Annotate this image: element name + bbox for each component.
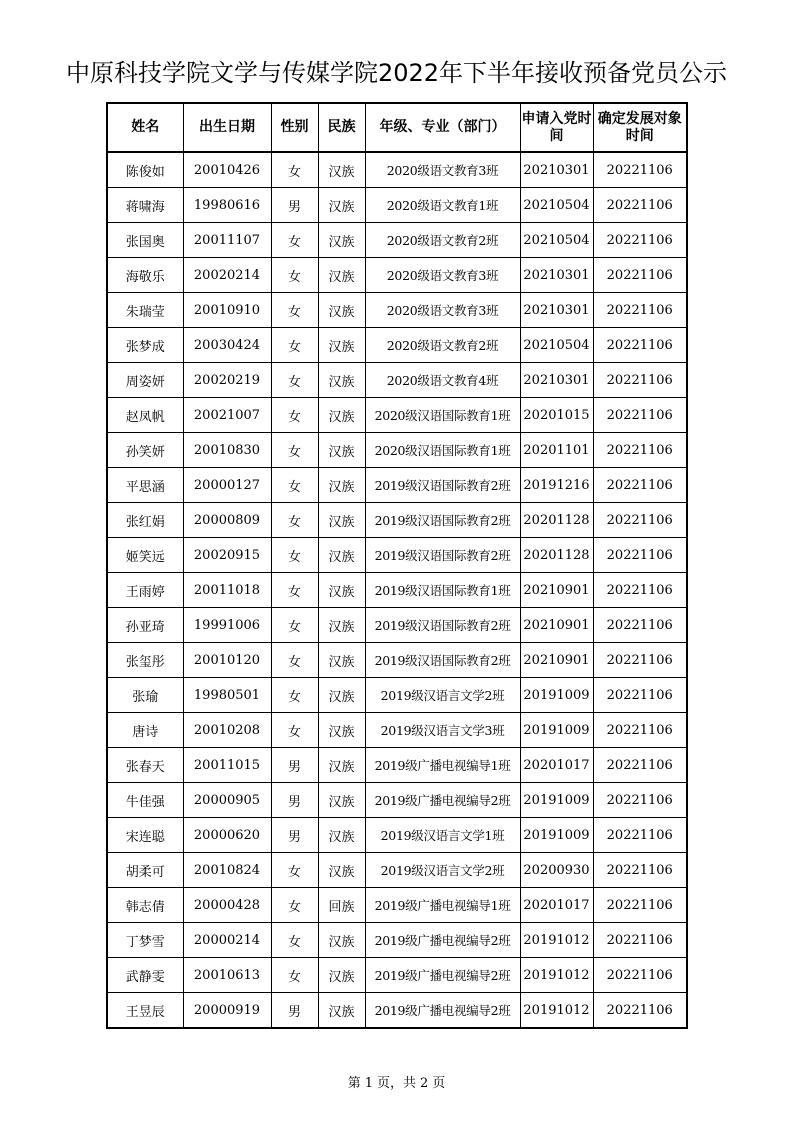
cell-class: 2019级广播电视编导1班 <box>365 888 520 923</box>
table-row <box>107 503 687 538</box>
cell-name: 武静雯 <box>107 958 183 993</box>
cell-apply-date: 20201017 <box>520 748 593 783</box>
cell-ethnicity: 汉族 <box>318 853 365 888</box>
cell-confirm-date: 20221106 <box>593 398 687 433</box>
table-row <box>107 993 687 1029</box>
footer-suffix: 页 <box>432 1076 446 1091</box>
cell-confirm-date: 20221106 <box>593 888 687 923</box>
cell-apply-date: 20210301 <box>520 258 593 293</box>
table-row <box>107 223 687 258</box>
cell-class: 2020级语文教育2班 <box>365 223 520 258</box>
header-class: 年级、专业（部门） <box>365 103 520 152</box>
cell-ethnicity: 汉族 <box>318 503 365 538</box>
cell-name: 张梦成 <box>107 328 183 363</box>
cell-confirm-date: 20221106 <box>593 783 687 818</box>
cell-class: 2019级汉语言文学2班 <box>365 678 520 713</box>
table-row <box>107 748 687 783</box>
cell-birth-date: 20000809 <box>183 503 271 538</box>
cell-gender: 女 <box>271 678 318 713</box>
cell-apply-date: 20191009 <box>520 818 593 853</box>
cell-ethnicity: 回族 <box>318 888 365 923</box>
table-row <box>107 783 687 818</box>
cell-gender: 女 <box>271 538 318 573</box>
cell-confirm-date: 20221106 <box>593 818 687 853</box>
cell-ethnicity: 汉族 <box>318 818 365 853</box>
cell-apply-date: 20201128 <box>520 538 593 573</box>
cell-apply-date: 20191009 <box>520 713 593 748</box>
table-row <box>107 888 687 923</box>
cell-birth-date: 20000919 <box>183 993 271 1029</box>
table-row <box>107 293 687 328</box>
cell-apply-date: 20201015 <box>520 398 593 433</box>
cell-ethnicity: 汉族 <box>318 468 365 503</box>
cell-gender: 女 <box>271 223 318 258</box>
cell-apply-date: 20210504 <box>520 188 593 223</box>
cell-name: 蒋啸海 <box>107 188 183 223</box>
header-ethnicity: 民族 <box>318 103 365 152</box>
table-row <box>107 573 687 608</box>
cell-name: 朱瑞莹 <box>107 293 183 328</box>
cell-class: 2019级汉语言文学1班 <box>365 818 520 853</box>
cell-ethnicity: 汉族 <box>318 958 365 993</box>
table-row <box>107 152 687 188</box>
cell-birth-date: 20011107 <box>183 223 271 258</box>
cell-name: 赵凤帆 <box>107 398 183 433</box>
cell-gender: 男 <box>271 993 318 1029</box>
cell-apply-date: 20201101 <box>520 433 593 468</box>
table-row <box>107 853 687 888</box>
cell-confirm-date: 20221106 <box>593 538 687 573</box>
cell-confirm-date: 20221106 <box>593 152 687 188</box>
cell-birth-date: 20000214 <box>183 923 271 958</box>
cell-name: 孙亚琦 <box>107 608 183 643</box>
cell-ethnicity: 汉族 <box>318 398 365 433</box>
cell-ethnicity: 汉族 <box>318 783 365 818</box>
cell-name: 平思涵 <box>107 468 183 503</box>
cell-gender: 女 <box>271 363 318 398</box>
cell-name: 孙笑妍 <box>107 433 183 468</box>
cell-gender: 女 <box>271 853 318 888</box>
cell-class: 2020级语文教育3班 <box>365 293 520 328</box>
table-row <box>107 678 687 713</box>
header-confirm-date: 确定发展对象时间 <box>593 103 687 152</box>
cell-apply-date: 20210301 <box>520 152 593 188</box>
table-row <box>107 433 687 468</box>
cell-birth-date: 19991006 <box>183 608 271 643</box>
footer-current-page: 1 <box>364 1076 373 1091</box>
cell-name: 海敬乐 <box>107 258 183 293</box>
cell-apply-date: 20201128 <box>520 503 593 538</box>
cell-birth-date: 20000127 <box>183 468 271 503</box>
cell-class: 2019级汉语国际教育2班 <box>365 468 520 503</box>
cell-confirm-date: 20221106 <box>593 293 687 328</box>
header-gender: 性别 <box>271 103 318 152</box>
cell-class: 2020级语文教育1班 <box>365 188 520 223</box>
roster-table <box>106 102 688 1029</box>
cell-confirm-date: 20221106 <box>593 923 687 958</box>
table-row <box>107 258 687 293</box>
cell-ethnicity: 汉族 <box>318 993 365 1029</box>
cell-gender: 女 <box>271 152 318 188</box>
page-title: 中原科技学院文学与传媒学院2022年下半年接收预备党员公示 <box>65 59 728 87</box>
cell-apply-date: 20191216 <box>520 468 593 503</box>
cell-class: 2019级汉语言文学3班 <box>365 713 520 748</box>
header-birth-date: 出生日期 <box>183 103 271 152</box>
cell-birth-date: 20021007 <box>183 398 271 433</box>
cell-ethnicity: 汉族 <box>318 608 365 643</box>
cell-confirm-date: 20221106 <box>593 433 687 468</box>
cell-ethnicity: 汉族 <box>318 258 365 293</box>
cell-confirm-date: 20221106 <box>593 678 687 713</box>
cell-birth-date: 20010910 <box>183 293 271 328</box>
cell-gender: 男 <box>271 818 318 853</box>
table-row <box>107 188 687 223</box>
cell-confirm-date: 20221106 <box>593 363 687 398</box>
cell-class: 2020级汉语国际教育1班 <box>365 398 520 433</box>
cell-confirm-date: 20221106 <box>593 713 687 748</box>
cell-gender: 女 <box>271 293 318 328</box>
cell-birth-date: 20020214 <box>183 258 271 293</box>
table-header-row <box>107 103 687 152</box>
cell-confirm-date: 20221106 <box>593 643 687 678</box>
cell-class: 2019级汉语言文学2班 <box>365 853 520 888</box>
cell-class: 2019级汉语国际教育2班 <box>365 503 520 538</box>
cell-confirm-date: 20221106 <box>593 188 687 223</box>
cell-ethnicity: 汉族 <box>318 433 365 468</box>
table-body <box>107 152 687 1028</box>
cell-name: 周姿妍 <box>107 363 183 398</box>
cell-confirm-date: 20221106 <box>593 328 687 363</box>
cell-apply-date: 20201017 <box>520 888 593 923</box>
cell-gender: 女 <box>271 433 318 468</box>
cell-apply-date: 20191012 <box>520 958 593 993</box>
cell-gender: 女 <box>271 888 318 923</box>
cell-name: 韩志倩 <box>107 888 183 923</box>
cell-name: 唐诗 <box>107 713 183 748</box>
cell-class: 2019级汉语国际教育2班 <box>365 608 520 643</box>
cell-apply-date: 20191012 <box>520 923 593 958</box>
cell-birth-date: 19980501 <box>183 678 271 713</box>
cell-ethnicity: 汉族 <box>318 643 365 678</box>
cell-gender: 女 <box>271 608 318 643</box>
header-apply-date: 申请入党时间 <box>520 103 593 152</box>
cell-ethnicity: 汉族 <box>318 923 365 958</box>
cell-birth-date: 20010120 <box>183 643 271 678</box>
cell-gender: 女 <box>271 328 318 363</box>
cell-confirm-date: 20221106 <box>593 258 687 293</box>
cell-apply-date: 20210504 <box>520 223 593 258</box>
cell-name: 胡柔可 <box>107 853 183 888</box>
cell-birth-date: 20010208 <box>183 713 271 748</box>
cell-class: 2019级广播电视编导2班 <box>365 993 520 1029</box>
cell-birth-date: 20011018 <box>183 573 271 608</box>
cell-apply-date: 20210901 <box>520 608 593 643</box>
cell-confirm-date: 20221106 <box>593 468 687 503</box>
cell-ethnicity: 汉族 <box>318 713 365 748</box>
cell-ethnicity: 汉族 <box>318 223 365 258</box>
cell-apply-date: 20200930 <box>520 853 593 888</box>
table-row <box>107 713 687 748</box>
cell-apply-date: 20210901 <box>520 643 593 678</box>
table-row <box>107 328 687 363</box>
cell-confirm-date: 20221106 <box>593 223 687 258</box>
cell-confirm-date: 20221106 <box>593 853 687 888</box>
cell-class: 2019级广播电视编导2班 <box>365 958 520 993</box>
cell-ethnicity: 汉族 <box>318 293 365 328</box>
cell-apply-date: 20191012 <box>520 993 593 1029</box>
cell-class: 2019级广播电视编导2班 <box>365 923 520 958</box>
cell-name: 张玺彤 <box>107 643 183 678</box>
cell-ethnicity: 汉族 <box>318 363 365 398</box>
cell-name: 张国奥 <box>107 223 183 258</box>
cell-name: 丁梦雪 <box>107 923 183 958</box>
cell-class: 2020级语文教育3班 <box>365 152 520 188</box>
cell-class: 2020级语文教育4班 <box>365 363 520 398</box>
cell-gender: 女 <box>271 713 318 748</box>
cell-birth-date: 20011015 <box>183 748 271 783</box>
table-row <box>107 538 687 573</box>
page-footer <box>0 1072 793 1091</box>
cell-name: 姬笑远 <box>107 538 183 573</box>
cell-name: 张红娟 <box>107 503 183 538</box>
cell-apply-date: 20210504 <box>520 328 593 363</box>
cell-confirm-date: 20221106 <box>593 993 687 1029</box>
cell-class: 2019级汉语国际教育2班 <box>365 538 520 573</box>
cell-gender: 女 <box>271 398 318 433</box>
cell-apply-date: 20210301 <box>520 293 593 328</box>
cell-class: 2020级汉语国际教育1班 <box>365 433 520 468</box>
cell-ethnicity: 汉族 <box>318 152 365 188</box>
cell-ethnicity: 汉族 <box>318 188 365 223</box>
cell-gender: 女 <box>271 958 318 993</box>
footer-middle: 页，共 <box>376 1076 416 1091</box>
table-row <box>107 363 687 398</box>
cell-birth-date: 20010830 <box>183 433 271 468</box>
cell-birth-date: 20000620 <box>183 818 271 853</box>
cell-ethnicity: 汉族 <box>318 573 365 608</box>
cell-apply-date: 20191009 <box>520 783 593 818</box>
cell-ethnicity: 汉族 <box>318 678 365 713</box>
cell-birth-date: 19980616 <box>183 188 271 223</box>
cell-name: 张瑜 <box>107 678 183 713</box>
cell-birth-date: 20000905 <box>183 783 271 818</box>
cell-gender: 男 <box>271 783 318 818</box>
cell-gender: 女 <box>271 468 318 503</box>
cell-gender: 女 <box>271 643 318 678</box>
cell-class: 2019级广播电视编导1班 <box>365 748 520 783</box>
cell-name: 王昱辰 <box>107 993 183 1029</box>
cell-confirm-date: 20221106 <box>593 748 687 783</box>
cell-class: 2019级广播电视编导2班 <box>365 783 520 818</box>
table-row <box>107 818 687 853</box>
cell-gender: 男 <box>271 748 318 783</box>
cell-birth-date: 20020219 <box>183 363 271 398</box>
cell-apply-date: 20210301 <box>520 363 593 398</box>
cell-confirm-date: 20221106 <box>593 958 687 993</box>
cell-class: 2019级汉语国际教育2班 <box>365 643 520 678</box>
cell-name: 牛佳强 <box>107 783 183 818</box>
cell-apply-date: 20210901 <box>520 573 593 608</box>
table-row <box>107 923 687 958</box>
cell-class: 2020级语文教育2班 <box>365 328 520 363</box>
cell-gender: 男 <box>271 188 318 223</box>
table-row <box>107 468 687 503</box>
cell-gender: 女 <box>271 923 318 958</box>
cell-apply-date: 20191009 <box>520 678 593 713</box>
cell-class: 2019级汉语国际教育1班 <box>365 573 520 608</box>
footer-prefix: 第 <box>347 1076 361 1091</box>
cell-name: 张春天 <box>107 748 183 783</box>
table-row <box>107 958 687 993</box>
cell-ethnicity: 汉族 <box>318 328 365 363</box>
footer-total-pages: 2 <box>420 1076 429 1091</box>
cell-birth-date: 20020915 <box>183 538 271 573</box>
cell-birth-date: 20000428 <box>183 888 271 923</box>
cell-class: 2020级语文教育3班 <box>365 258 520 293</box>
cell-birth-date: 20030424 <box>183 328 271 363</box>
cell-birth-date: 20010426 <box>183 152 271 188</box>
cell-gender: 女 <box>271 573 318 608</box>
cell-name: 王雨婷 <box>107 573 183 608</box>
cell-ethnicity: 汉族 <box>318 748 365 783</box>
cell-confirm-date: 20221106 <box>593 503 687 538</box>
cell-gender: 女 <box>271 503 318 538</box>
cell-name: 陈俊如 <box>107 152 183 188</box>
cell-name: 宋连聪 <box>107 818 183 853</box>
cell-gender: 女 <box>271 258 318 293</box>
table-row <box>107 643 687 678</box>
cell-confirm-date: 20221106 <box>593 573 687 608</box>
cell-confirm-date: 20221106 <box>593 608 687 643</box>
cell-ethnicity: 汉族 <box>318 538 365 573</box>
table-row <box>107 608 687 643</box>
cell-birth-date: 20010613 <box>183 958 271 993</box>
header-name: 姓名 <box>107 103 183 152</box>
table-row <box>107 398 687 433</box>
cell-birth-date: 20010824 <box>183 853 271 888</box>
